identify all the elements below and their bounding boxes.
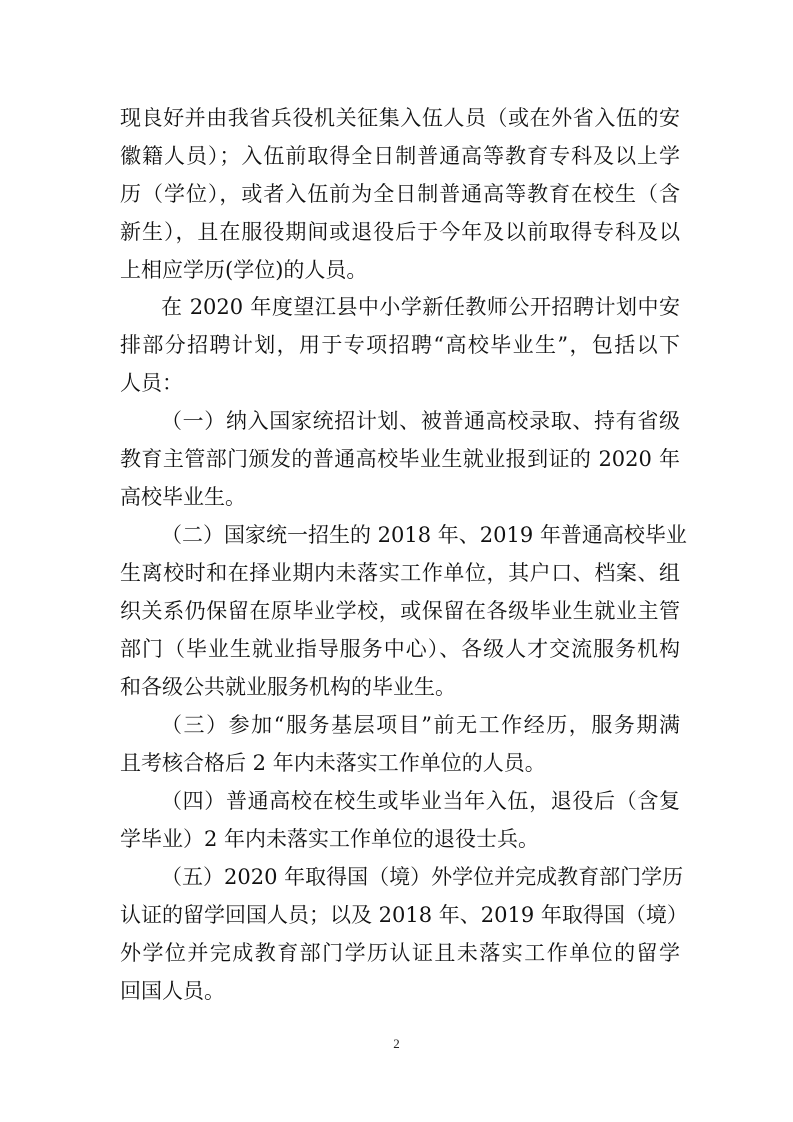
text-line: 和各级公共就业服务机构的毕业生。: [120, 675, 456, 699]
text-line: 认证的留学回国人员；以及 2018 年、2019 年取得国（境）: [120, 903, 688, 927]
text-line: 学毕业）2 年内未落实工作单位的退役士兵。: [120, 827, 540, 851]
paragraph-first-line: 在 2020 年度望江县中小学新任教师公开招聘计划中安: [161, 295, 680, 319]
text-line: 人员：: [120, 371, 183, 395]
text-line: 新生），且在服役期间或退役后于今年及以前取得专科及以: [120, 220, 680, 244]
list-item-3-first-line: （三）参加“服务基层项目”前无工作经历，服务期满: [161, 713, 680, 737]
page-number: 2: [393, 1036, 400, 1051]
text-line: 高校毕业生。: [120, 485, 246, 509]
text-line: 排部分招聘计划，用于专项招聘“高校毕业生”，包括以下: [120, 333, 680, 357]
text-line: 现良好并由我省兵役机关征集入伍人员（或在外省入伍的安: [120, 106, 680, 130]
text-line: 部门（毕业生就业指导服务中心）、各级人才交流服务机构: [120, 637, 680, 661]
list-item-5-first-line: （五）2020 年取得国（境）外学位并完成教育部门学历: [161, 865, 684, 889]
text-line: 外学位并完成教育部门学历认证且未落实工作单位的留学: [120, 941, 680, 965]
text-line: 生离校时和在择业期内未落实工作单位，其户口、档案、组: [120, 561, 680, 585]
text-line: 历（学位），或者入伍前为全日制普通高等教育在校生（含: [120, 182, 680, 206]
list-item-2-first-line: （二）国家统一招生的 2018 年、2019 年普通高校毕业: [161, 523, 687, 547]
list-item-4-first-line: （四）普通高校在校生或毕业当年入伍，退役后（含复: [161, 789, 680, 813]
text-line: 回国人员。: [120, 979, 225, 1003]
text-line: 织关系仍保留在原毕业学校，或保留在各级毕业生就业主管: [120, 599, 680, 623]
text-line: 教育主管部门颁发的普通高校毕业生就业报到证的 2020 年: [120, 447, 680, 471]
text-line: 上相应学历(学位)的人员。: [120, 258, 368, 282]
text-line: 徽籍人员）；入伍前取得全日制普通高等教育专科及以上学: [120, 144, 680, 168]
text-line: 且考核合格后 2 年内未落实工作单位的人员。: [120, 751, 546, 775]
list-item-1-first-line: （一）纳入国家统招计划、被普通高校录取、持有省级: [161, 409, 680, 433]
